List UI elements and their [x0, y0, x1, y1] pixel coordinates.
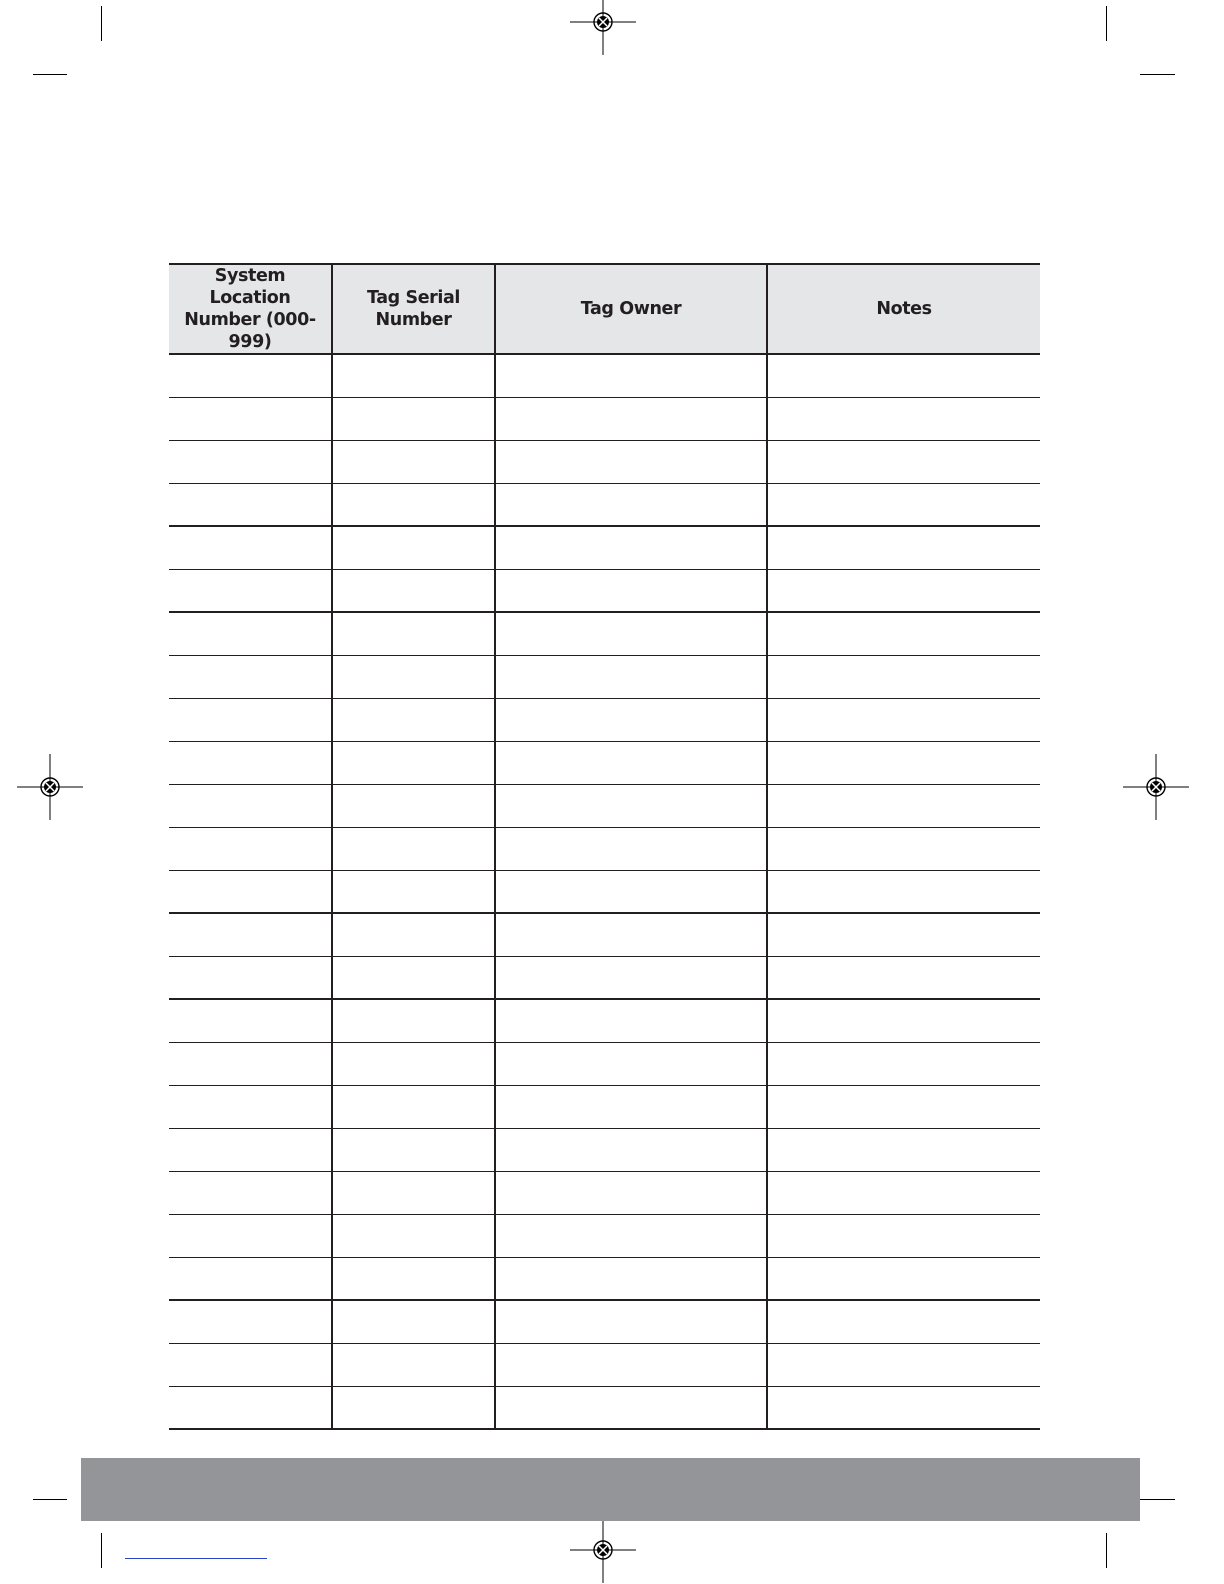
column-header-tag-serial: Tag Serial Number	[332, 264, 495, 354]
column-header-notes: Notes	[767, 264, 1040, 354]
table-row	[169, 870, 1040, 913]
system-location-cell[interactable]	[169, 741, 332, 784]
table-row	[169, 1343, 1040, 1386]
notes-cell[interactable]	[767, 1386, 1040, 1429]
tag-owner-cell[interactable]	[495, 1085, 767, 1128]
table-row	[169, 741, 1040, 784]
notes-cell[interactable]	[767, 1085, 1040, 1128]
system-location-cell[interactable]	[169, 913, 332, 956]
tag-owner-cell[interactable]	[495, 1214, 767, 1257]
system-location-cell[interactable]	[169, 870, 332, 913]
system-location-cell[interactable]	[169, 483, 332, 526]
tag-serial-cell[interactable]	[332, 698, 495, 741]
tag-serial-cell[interactable]	[332, 1128, 495, 1171]
notes-cell[interactable]	[767, 1343, 1040, 1386]
tag-serial-cell[interactable]	[332, 1343, 495, 1386]
notes-cell[interactable]	[767, 354, 1040, 397]
column-header-system-location: System Location Number (000-999)	[169, 264, 332, 354]
notes-cell[interactable]	[767, 612, 1040, 655]
tag-serial-cell[interactable]	[332, 354, 495, 397]
notes-cell[interactable]	[767, 956, 1040, 999]
table-row	[169, 1171, 1040, 1214]
system-location-cell[interactable]	[169, 569, 332, 612]
system-location-cell[interactable]	[169, 698, 332, 741]
table-row	[169, 999, 1040, 1042]
system-location-cell[interactable]	[169, 655, 332, 698]
tag-serial-cell[interactable]	[332, 870, 495, 913]
registration-mark-icon	[570, 1517, 636, 1583]
tag-owner-cell[interactable]	[495, 1257, 767, 1300]
notes-cell[interactable]	[767, 655, 1040, 698]
table-row	[169, 1085, 1040, 1128]
notes-cell[interactable]	[767, 913, 1040, 956]
crop-mark	[1106, 1533, 1107, 1568]
tag-owner-cell[interactable]	[495, 870, 767, 913]
tag-serial-cell[interactable]	[332, 1085, 495, 1128]
tag-owner-cell[interactable]	[495, 741, 767, 784]
table-row	[169, 1300, 1040, 1343]
system-location-cell[interactable]	[169, 612, 332, 655]
tag-owner-cell[interactable]	[495, 999, 767, 1042]
tag-serial-cell[interactable]	[332, 440, 495, 483]
system-location-cell[interactable]	[169, 354, 332, 397]
tag-owner-cell[interactable]	[495, 1171, 767, 1214]
tag-owner-cell[interactable]	[495, 1128, 767, 1171]
tag-owner-cell[interactable]	[495, 655, 767, 698]
tag-owner-cell[interactable]	[495, 827, 767, 870]
tag-owner-cell[interactable]	[495, 483, 767, 526]
notes-cell[interactable]	[767, 1257, 1040, 1300]
tag-serial-cell[interactable]	[332, 913, 495, 956]
system-location-cell[interactable]	[169, 440, 332, 483]
tag-owner-cell[interactable]	[495, 526, 767, 569]
system-location-cell[interactable]	[169, 1042, 332, 1085]
tag-owner-cell[interactable]	[495, 1300, 767, 1343]
crop-mark	[33, 1499, 67, 1500]
tag-log-table	[169, 263, 1040, 1430]
notes-cell[interactable]	[767, 483, 1040, 526]
tag-serial-cell[interactable]	[332, 569, 495, 612]
notes-cell[interactable]	[767, 741, 1040, 784]
tag-serial-cell[interactable]	[332, 956, 495, 999]
system-location-cell[interactable]	[169, 1257, 332, 1300]
table-row	[169, 784, 1040, 827]
tag-serial-cell[interactable]	[332, 526, 495, 569]
table-header-row	[169, 264, 1040, 354]
crop-mark	[1106, 6, 1107, 41]
tag-serial-cell[interactable]	[332, 827, 495, 870]
notes-cell[interactable]	[767, 1042, 1040, 1085]
tag-serial-cell[interactable]	[332, 1300, 495, 1343]
tag-owner-cell[interactable]	[495, 784, 767, 827]
system-location-cell[interactable]	[169, 999, 332, 1042]
crop-mark	[1140, 74, 1175, 75]
tag-owner-cell[interactable]	[495, 397, 767, 440]
notes-cell[interactable]	[767, 440, 1040, 483]
table-row	[169, 1214, 1040, 1257]
notes-cell[interactable]	[767, 698, 1040, 741]
tag-serial-cell[interactable]	[332, 1214, 495, 1257]
system-location-cell[interactable]	[169, 526, 332, 569]
registration-mark-icon	[570, 0, 636, 55]
tag-owner-cell[interactable]	[495, 354, 767, 397]
table-row	[169, 1386, 1040, 1429]
crop-mark	[101, 1533, 102, 1568]
tag-serial-cell[interactable]	[332, 1386, 495, 1429]
table-body	[169, 354, 1040, 1429]
system-location-cell[interactable]	[169, 397, 332, 440]
tag-owner-cell[interactable]	[495, 913, 767, 956]
tag-serial-cell[interactable]	[332, 655, 495, 698]
system-location-cell[interactable]	[169, 827, 332, 870]
crop-mark	[1140, 1499, 1175, 1500]
footer-bar	[81, 1458, 1140, 1521]
table-row	[169, 1128, 1040, 1171]
footer-link-underline	[125, 1558, 267, 1559]
table-row	[169, 483, 1040, 526]
notes-cell[interactable]	[767, 1171, 1040, 1214]
column-header-tag-owner: Tag Owner	[495, 264, 767, 354]
table-row	[169, 354, 1040, 397]
table-row	[169, 698, 1040, 741]
system-location-cell[interactable]	[169, 1085, 332, 1128]
table-row	[169, 913, 1040, 956]
table-row	[169, 1257, 1040, 1300]
notes-cell[interactable]	[767, 999, 1040, 1042]
tag-serial-cell[interactable]	[332, 483, 495, 526]
notes-cell[interactable]	[767, 1300, 1040, 1343]
tag-owner-cell[interactable]	[495, 1042, 767, 1085]
system-location-cell[interactable]	[169, 1300, 332, 1343]
tag-serial-cell[interactable]	[332, 1171, 495, 1214]
tag-owner-cell[interactable]	[495, 1386, 767, 1429]
system-location-cell[interactable]	[169, 1171, 332, 1214]
registration-mark-icon	[1123, 754, 1189, 820]
tag-owner-cell[interactable]	[495, 1343, 767, 1386]
system-location-cell[interactable]	[169, 1343, 332, 1386]
tag-serial-cell[interactable]	[332, 741, 495, 784]
tag-serial-cell[interactable]	[332, 999, 495, 1042]
table-row	[169, 569, 1040, 612]
system-location-cell[interactable]	[169, 1128, 332, 1171]
system-location-cell[interactable]	[169, 956, 332, 999]
notes-cell[interactable]	[767, 827, 1040, 870]
table-row	[169, 956, 1040, 999]
system-location-cell[interactable]	[169, 1386, 332, 1429]
crop-mark	[101, 6, 102, 41]
tag-serial-cell[interactable]	[332, 784, 495, 827]
table-row	[169, 612, 1040, 655]
notes-cell[interactable]	[767, 1128, 1040, 1171]
tag-serial-cell[interactable]	[332, 397, 495, 440]
tag-owner-cell[interactable]	[495, 956, 767, 999]
system-location-cell[interactable]	[169, 1214, 332, 1257]
tag-serial-cell[interactable]	[332, 1042, 495, 1085]
tag-serial-cell[interactable]	[332, 612, 495, 655]
notes-cell[interactable]	[767, 569, 1040, 612]
notes-cell[interactable]	[767, 526, 1040, 569]
table-row	[169, 397, 1040, 440]
table-row	[169, 827, 1040, 870]
table-row	[169, 526, 1040, 569]
tag-owner-cell[interactable]	[495, 698, 767, 741]
table-row	[169, 440, 1040, 483]
table-row	[169, 655, 1040, 698]
notes-cell[interactable]	[767, 397, 1040, 440]
table-row	[169, 1042, 1040, 1085]
notes-cell[interactable]	[767, 784, 1040, 827]
system-location-cell[interactable]	[169, 784, 332, 827]
crop-mark	[33, 74, 67, 75]
tag-owner-cell[interactable]	[495, 569, 767, 612]
tag-owner-cell[interactable]	[495, 612, 767, 655]
tag-serial-cell[interactable]	[332, 1257, 495, 1300]
registration-mark-icon	[17, 754, 83, 820]
tag-owner-cell[interactable]	[495, 440, 767, 483]
notes-cell[interactable]	[767, 870, 1040, 913]
notes-cell[interactable]	[767, 1214, 1040, 1257]
